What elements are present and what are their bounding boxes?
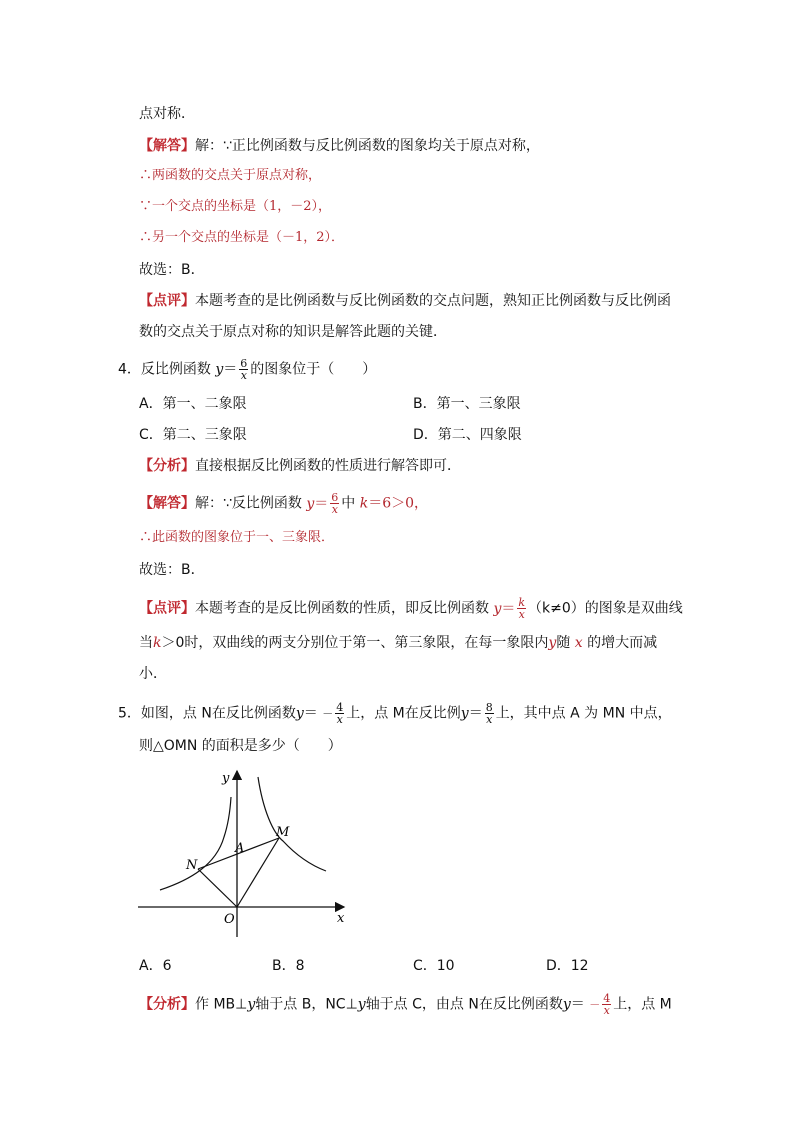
label-o: O	[224, 912, 235, 927]
fraction-8-over-x	[485, 702, 494, 725]
q3-choose: 故选：B．	[139, 262, 205, 278]
question-number: 5．	[118, 705, 141, 722]
frac-den: x	[486, 713, 493, 726]
q4-option-c[interactable]: C．第二、三象限	[139, 427, 247, 443]
q4-review-line-2	[139, 633, 657, 653]
answer-mid: 中	[341, 495, 356, 512]
var-y: y	[306, 495, 315, 512]
frac-den: x	[331, 503, 338, 516]
q3-step-2: ∵一个交点的坐标是（1，－2），	[139, 199, 332, 214]
fraction-k-over-x	[517, 597, 526, 620]
q4-choose: 故选：B．	[139, 562, 205, 578]
equals: ＝	[501, 600, 516, 617]
answer-cond-text: ＝6＞0，	[368, 495, 429, 512]
frac-num: 6	[331, 491, 339, 504]
analysis-tag: 【分析】	[139, 996, 195, 1013]
frac-den: x	[336, 713, 343, 726]
q4-answer-line	[139, 492, 428, 515]
var-y: y	[493, 600, 502, 617]
var-y: y	[357, 996, 366, 1013]
frac-num: k	[518, 596, 526, 609]
answer-text: 解：∵正比例函数与反比例函数的图象均关于原点对称，	[195, 138, 540, 154]
q5-option-a[interactable]: A．6	[139, 958, 172, 974]
var-k: k	[153, 635, 162, 651]
q5-option-d[interactable]: D．12	[546, 958, 589, 974]
curve-left	[160, 797, 231, 890]
stem-text-3: 上，其中点 A 为 MN 中点，	[495, 705, 672, 722]
label-n: N	[186, 858, 198, 873]
analysis-text: 作 MB⊥	[195, 996, 248, 1013]
frac-den: x	[240, 369, 247, 382]
analysis-text: 轴于点 C，由点 N在反比例函数	[365, 996, 563, 1013]
q5-option-c[interactable]: C．10	[413, 958, 455, 974]
q3-review-line-1	[139, 291, 671, 311]
review-text: 的增大而减	[587, 635, 658, 651]
var-y: y	[295, 705, 304, 722]
q4-step-1: ∴此函数的图象位于一、三象限．	[139, 530, 335, 545]
analysis-text: 轴于点 B，NC⊥	[255, 996, 358, 1013]
stem-text-2: 上，点 M在反比例	[346, 705, 461, 722]
q3-step-3: ∴另一个交点的坐标是（－1，2）．	[139, 230, 345, 245]
frac-den: x	[603, 1004, 610, 1017]
analysis-text: 直接根据反比例函数的性质进行解答即可．	[195, 458, 461, 474]
frac-den: x	[518, 608, 525, 621]
answer-tag: 【解答】	[139, 138, 195, 154]
q5-stem-line-2: 则△OMN 的面积是多少（ ）	[139, 738, 342, 754]
q3-text-line-1: 点对称．	[139, 106, 195, 122]
question-number: 4．	[118, 361, 141, 378]
review-text: 随	[556, 635, 571, 651]
var-y: y	[247, 996, 256, 1013]
q4-option-a[interactable]: A．第一、二象限	[139, 396, 247, 412]
stem-text: 如图，点 N在反比例函数	[140, 705, 296, 722]
equals: ＝	[314, 495, 329, 512]
equals: ＝	[468, 705, 483, 722]
equals: ＝	[223, 361, 238, 378]
review-tag: 【点评】	[139, 600, 195, 617]
equals: ＝	[303, 705, 318, 722]
fraction-6-over-x	[239, 358, 248, 381]
answer-tag: 【解答】	[139, 495, 195, 512]
q3-step-1: ∴两函数的交点关于原点对称，	[139, 168, 322, 183]
stem-text: 反比例函数	[140, 361, 211, 378]
equals: ＝	[570, 996, 585, 1013]
segment-on	[198, 869, 237, 907]
var-x: x	[574, 635, 583, 651]
curve-right	[258, 777, 326, 871]
fraction-6-over-x	[330, 492, 339, 515]
q5-figure	[138, 765, 358, 945]
label-m: M	[276, 825, 290, 840]
answer-text: 解：∵反比例函数	[195, 495, 302, 512]
q5-stem-line-1	[118, 702, 672, 725]
frac-num: 4	[336, 701, 344, 714]
review-tag: 【点评】	[139, 293, 195, 309]
minus-sign: －	[322, 707, 334, 721]
q4-review-line-3: 小．	[139, 666, 167, 682]
review-text: 本题考查的是反比例函数的性质，即反比例函数	[195, 600, 489, 617]
analysis-text: 上，点 M	[613, 996, 672, 1013]
q3-answer-line	[139, 136, 540, 156]
q5-option-b[interactable]: B．8	[272, 958, 305, 974]
answer-cond	[360, 496, 428, 512]
label-x: x	[337, 911, 345, 926]
q4-review-line-1	[139, 597, 683, 620]
var-y: y	[215, 361, 224, 378]
stem-text-2: 的图象位于（ ）	[250, 361, 377, 378]
fraction-4-over-x	[602, 993, 611, 1016]
q4-option-b[interactable]: B．第一、三象限	[413, 396, 521, 412]
var-y: y	[548, 635, 557, 651]
frac-num: 4	[603, 992, 611, 1005]
var-y: y	[562, 996, 571, 1013]
q3-review-line-2: 数的交点关于原点对称的知识是解答此题的关键．	[139, 324, 447, 340]
review-text: 本题考查的是比例函数与反比例函数的交点问题，熟知正比例函数与反比例函	[195, 293, 671, 309]
frac-num: 6	[240, 357, 248, 370]
q4-option-d[interactable]: D．第二、四象限	[413, 427, 522, 443]
review-text: ＞0时，双曲线的两支分别位于第一、第三象限，在每一象限内	[161, 635, 549, 651]
label-y: y	[222, 771, 230, 786]
fraction-4-over-x	[335, 702, 344, 725]
label-a: A	[235, 841, 245, 856]
analysis-tag: 【分析】	[139, 458, 195, 474]
var-k: k	[359, 495, 369, 512]
review-math	[493, 596, 528, 621]
q5-analysis	[139, 993, 672, 1016]
q4-stem	[118, 358, 376, 381]
review-text: 当	[139, 635, 153, 651]
var-y: y	[460, 705, 469, 722]
q4-analysis	[139, 456, 461, 476]
answer-math	[306, 491, 341, 516]
minus-sign: －	[589, 998, 601, 1012]
frac-num: 8	[485, 701, 493, 714]
review-cond: （k≠0）的图象是双曲线	[528, 600, 683, 617]
